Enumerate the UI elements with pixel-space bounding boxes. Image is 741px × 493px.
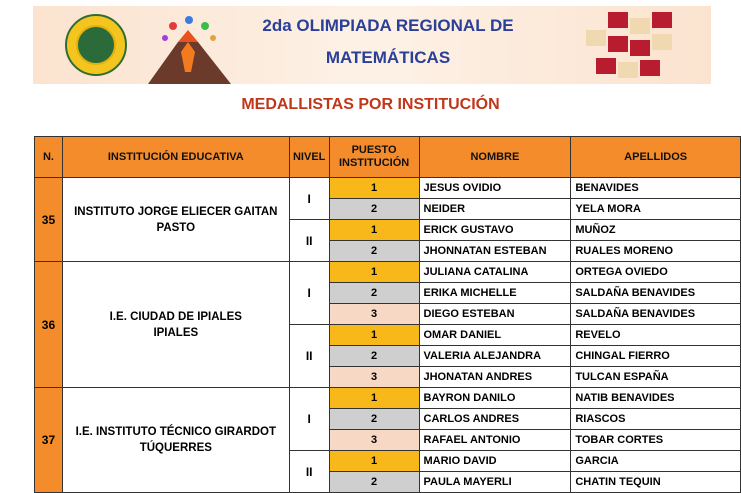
institution-number: 37 <box>35 388 63 493</box>
level-cell: I <box>289 262 329 325</box>
student-surnames: RUALES MORENO <box>571 241 741 262</box>
student-name: MARIO DAVID <box>419 451 571 472</box>
student-surnames: MUÑOZ <box>571 220 741 241</box>
student-name: ERIKA MICHELLE <box>419 283 571 304</box>
position-cell: 2 <box>329 241 419 262</box>
level-cell: I <box>289 388 329 451</box>
position-cell: 3 <box>329 367 419 388</box>
student-name: VALERIA ALEJANDRA <box>419 346 571 367</box>
medalists-table <box>34 136 741 493</box>
student-surnames: SALDAÑA BENAVIDES <box>571 283 741 304</box>
institution-name-line: PASTO <box>156 221 196 234</box>
student-name: ERICK GUSTAVO <box>419 220 571 241</box>
position-cell: 2 <box>329 199 419 220</box>
col-header-institution: INSTITUCIÓN EDUCATIVA <box>62 137 289 178</box>
student-surnames: YELA MORA <box>571 199 741 220</box>
institution-number: 36 <box>35 262 63 388</box>
position-cell: 1 <box>329 451 419 472</box>
table-row <box>35 388 741 409</box>
institution-name-line: TÚQUERRES <box>139 442 212 454</box>
student-surnames: TOBAR CORTES <box>571 430 741 451</box>
student-surnames: RIASCOS <box>571 409 741 430</box>
table-header-row <box>35 137 741 178</box>
institution-name <box>62 388 289 493</box>
student-name: RAFAEL ANTONIO <box>419 430 571 451</box>
institution-name-line: INSTITUTO JORGE ELIECER GAITAN <box>74 205 278 218</box>
position-cell: 2 <box>329 283 419 304</box>
student-surnames: SALDAÑA BENAVIDES <box>571 304 741 325</box>
student-surnames: TULCAN ESPAÑA <box>571 367 741 388</box>
position-cell: 1 <box>329 220 419 241</box>
col-header-name: NOMBRE <box>419 137 571 178</box>
position-cell: 2 <box>329 472 419 493</box>
level-cell: II <box>289 451 329 493</box>
table-body <box>35 178 741 493</box>
cubes-olympiad-logo <box>570 10 680 82</box>
col-header-n: N. <box>35 137 63 178</box>
student-name: DIEGO ESTEBAN <box>419 304 571 325</box>
header-banner <box>33 6 711 84</box>
student-name: JHONATAN ANDRES <box>419 367 571 388</box>
page-title: MEDALLISTAS POR INSTITUCIÓN <box>241 96 500 113</box>
col-header-surnames: APELLIDOS <box>571 137 741 178</box>
institution-name <box>62 178 289 262</box>
student-name: JHONNATAN ESTEBAN <box>419 241 571 262</box>
institution-number: 35 <box>35 178 63 262</box>
position-cell: 1 <box>329 325 419 346</box>
student-name: JULIANA CATALINA <box>419 262 571 283</box>
student-name: JESUS OVIDIO <box>419 178 571 199</box>
student-surnames: NATIB BENAVIDES <box>571 388 741 409</box>
position-cell: 1 <box>329 388 419 409</box>
position-cell: 2 <box>329 346 419 367</box>
student-surnames: GARCIA <box>571 451 741 472</box>
table-row <box>35 262 741 283</box>
volcano-numbers-icon <box>143 12 233 84</box>
student-surnames: BENAVIDES <box>571 178 741 199</box>
student-name: OMAR DANIEL <box>419 325 571 346</box>
student-name: PAULA MAYERLI <box>419 472 571 493</box>
position-cell: 2 <box>329 409 419 430</box>
student-name: NEIDER <box>419 199 571 220</box>
student-name: CARLOS ANDRES <box>419 409 571 430</box>
institution-name-line: I.E. CIUDAD DE IPIALES <box>109 310 242 323</box>
position-cell: 3 <box>329 304 419 325</box>
level-cell: II <box>289 220 329 262</box>
col-header-position <box>329 137 419 178</box>
col-header-level: NIVEL <box>289 137 329 178</box>
student-name: BAYRON DANILO <box>419 388 571 409</box>
col-header-position-line2: INSTITUCIÓN <box>338 157 410 169</box>
student-surnames: CHINGAL FIERRO <box>571 346 741 367</box>
institution-name-line: I.E. INSTITUTO TÉCNICO GIRARDOT <box>75 426 276 438</box>
table-row <box>35 178 741 199</box>
student-surnames: CHATIN TEQUIN <box>571 472 741 493</box>
level-cell: II <box>289 325 329 388</box>
position-cell: 1 <box>329 262 419 283</box>
institution-name-line: IPIALES <box>153 326 199 339</box>
student-surnames: REVELO <box>571 325 741 346</box>
col-header-position-line1: PUESTO <box>351 144 397 156</box>
banner-title-line2: MATEMÁTICAS <box>325 48 451 67</box>
position-cell: 1 <box>329 178 419 199</box>
level-cell: I <box>289 178 329 220</box>
university-seal-icon <box>65 14 127 76</box>
position-cell: 3 <box>329 430 419 451</box>
student-surnames: ORTEGA OVIEDO <box>571 262 741 283</box>
banner-title-line1: 2da OLIMPIADA REGIONAL DE <box>262 16 514 35</box>
institution-name <box>62 262 289 388</box>
